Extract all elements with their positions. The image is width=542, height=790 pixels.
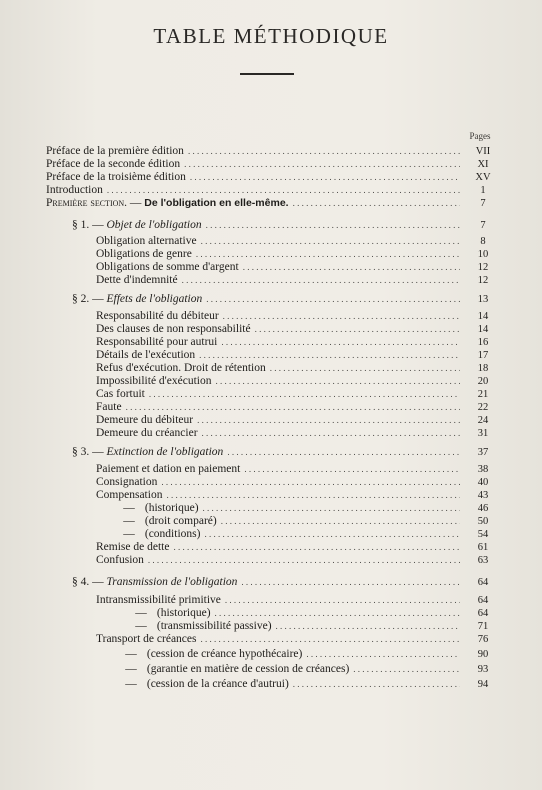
section-heading-label: Première section. — De l'obligation en elle-même. xyxy=(46,197,289,209)
leader-dots xyxy=(182,274,460,287)
subsection-heading[interactable] xyxy=(72,219,502,232)
toc-entry-page: 16 xyxy=(477,337,489,348)
toc-entry[interactable] xyxy=(96,489,502,502)
toc-entry-page: VII xyxy=(475,146,491,157)
toc-entry-page: 20 xyxy=(477,376,489,387)
toc-entry-label: — (droit comparé) xyxy=(116,515,217,528)
toc-entry-page: 93 xyxy=(477,664,489,675)
leader-dots xyxy=(206,219,460,232)
ditto-dash: — xyxy=(123,515,135,527)
toc-entry-label: Impossibilité d'exécution xyxy=(96,375,212,387)
leader-dots xyxy=(202,427,460,440)
toc-entry-label: — (conditions) xyxy=(116,528,200,541)
leader-dots xyxy=(276,620,460,633)
toc-entry-page: 18 xyxy=(477,363,489,374)
leader-dots xyxy=(173,541,460,554)
leader-dots xyxy=(196,248,460,261)
toc-entry-label: Préface de la seconde édition xyxy=(46,158,181,170)
subsection-heading-label: § 2. — Effets de l'obligation xyxy=(72,293,203,305)
toc-entry-page: 12 xyxy=(477,262,489,273)
toc-entry-page: 7 xyxy=(480,198,486,209)
toc-entry-label: Compensation xyxy=(96,489,163,501)
toc-entry-label: — (garantie en matière de cession de créances) xyxy=(118,663,349,676)
leader-dots xyxy=(148,554,460,567)
leader-dots xyxy=(221,336,460,349)
toc-entry[interactable] xyxy=(96,261,502,274)
toc-entry-label: — (historique) xyxy=(116,502,199,515)
leader-dots xyxy=(270,362,460,375)
toc-entry-page: XI xyxy=(477,159,489,170)
toc-entry-page: 24 xyxy=(477,415,489,426)
toc-entry-label: Introduction xyxy=(46,184,103,196)
toc-entry-label: Cas fortuit xyxy=(96,388,145,400)
toc-entry[interactable] xyxy=(116,515,502,528)
leader-dots xyxy=(107,184,460,197)
toc-entry-page: 64 xyxy=(477,577,489,588)
leader-dots xyxy=(161,476,460,489)
toc-entry-page: 21 xyxy=(477,389,489,400)
toc-entry[interactable] xyxy=(118,648,502,661)
toc-entry-label: Préface de la troisième édition xyxy=(46,171,186,183)
leader-dots xyxy=(197,414,460,427)
leader-dots xyxy=(221,515,460,528)
leader-dots xyxy=(201,633,461,646)
toc-entry-label: Refus d'exécution. Droit de rétention xyxy=(96,362,266,374)
leader-dots xyxy=(215,607,460,620)
toc-entry[interactable] xyxy=(96,336,502,349)
ditto-dash: — xyxy=(123,528,135,540)
title-rule xyxy=(240,73,294,75)
ditto-dash: — xyxy=(135,620,147,632)
toc-entry-label: Consignation xyxy=(96,476,158,488)
toc-entry-label: Demeure du créancier xyxy=(96,427,198,439)
toc-entry[interactable] xyxy=(46,171,502,184)
toc-entry[interactable] xyxy=(96,362,502,375)
toc-entry[interactable] xyxy=(46,184,502,197)
toc-entry[interactable] xyxy=(96,541,502,554)
toc-entry-page: 31 xyxy=(477,428,489,439)
leader-dots xyxy=(255,323,460,336)
subsection-heading[interactable] xyxy=(72,293,502,306)
leader-dots xyxy=(190,171,460,184)
toc-entry-label: Détails de l'exécution xyxy=(96,349,196,361)
leader-dots xyxy=(184,158,460,171)
toc-entry-page: 64 xyxy=(477,608,489,619)
toc-entry-page: 50 xyxy=(477,516,489,527)
section-heading[interactable] xyxy=(46,197,502,210)
toc-entry-page: 37 xyxy=(477,447,489,458)
toc-entry-label: Obligations de somme d'argent xyxy=(96,261,239,273)
toc-entry-label: Confusion xyxy=(96,554,144,566)
leader-dots xyxy=(227,446,460,459)
subsection-heading[interactable] xyxy=(72,576,502,589)
toc-entry[interactable] xyxy=(96,414,502,427)
toc-entry-label: — (transmissibilité passive) xyxy=(128,620,272,633)
toc-entry-label: Dette d'indemnité xyxy=(96,274,178,286)
leader-dots xyxy=(215,375,460,388)
leader-dots xyxy=(243,261,460,274)
toc-entry[interactable] xyxy=(118,678,502,691)
toc-entry-label: — (cession de la créance d'autrui) xyxy=(118,678,289,691)
toc-entry-label: Obligation alternative xyxy=(96,235,197,247)
toc-entry-label: Faute xyxy=(96,401,122,413)
leader-dots xyxy=(244,463,460,476)
toc-entry[interactable] xyxy=(96,310,502,323)
toc-entry[interactable] xyxy=(116,502,502,515)
ditto-dash: — xyxy=(125,663,137,675)
toc-entry-label: Obligations de genre xyxy=(96,248,192,260)
ditto-dash: — xyxy=(125,678,137,690)
leader-dots xyxy=(293,678,460,691)
leader-dots xyxy=(241,576,460,589)
page-title: TABLE MÉTHODIQUE xyxy=(153,24,389,48)
toc-entry-page: 13 xyxy=(477,294,489,305)
toc-entry[interactable] xyxy=(128,607,502,620)
toc-entry-page: 54 xyxy=(477,529,489,540)
leader-dots xyxy=(203,502,460,515)
ditto-dash: — xyxy=(135,607,147,619)
toc-entry[interactable] xyxy=(96,274,502,287)
toc-entry-label: — (historique) xyxy=(128,607,211,620)
ditto-dash: — xyxy=(125,648,137,660)
toc-entry[interactable] xyxy=(46,158,502,171)
toc-entry-page: 90 xyxy=(477,649,489,660)
toc-entry[interactable] xyxy=(46,145,502,158)
toc-entry[interactable] xyxy=(96,323,502,336)
toc-entry-label: Responsabilité pour autrui xyxy=(96,336,218,348)
toc-entry-page: 71 xyxy=(477,621,489,632)
toc-entry-page: 40 xyxy=(477,477,489,488)
toc-entry[interactable] xyxy=(96,427,502,440)
toc-entry[interactable] xyxy=(116,528,502,541)
toc-entry-label: Transport de créances xyxy=(96,633,197,645)
toc-entry[interactable] xyxy=(118,663,502,676)
toc-entry-page: 38 xyxy=(477,464,489,475)
subsection-heading[interactable] xyxy=(72,446,502,459)
subsection-heading-label: § 1. — Objet de l'obligation xyxy=(72,219,202,231)
toc-entry-page: 14 xyxy=(477,311,489,322)
toc-entry-page: 46 xyxy=(477,503,489,514)
toc-entry-label: Paiement et dation en paiement xyxy=(96,463,241,475)
toc-entry-label: Préface de la première édition xyxy=(46,145,184,157)
toc-entry-page: 63 xyxy=(477,555,489,566)
leader-dots xyxy=(353,663,460,676)
toc-entry-page: 8 xyxy=(480,236,486,247)
toc-entry[interactable] xyxy=(96,401,502,414)
toc-entry-label: — (cession de créance hypothécaire) xyxy=(118,648,302,661)
toc-entry-page: 7 xyxy=(480,220,486,231)
leader-dots xyxy=(223,310,460,323)
subsection-heading-label: § 4. — Transmission de l'obligation xyxy=(72,576,238,588)
leader-dots xyxy=(166,489,460,502)
toc-entry-page: 12 xyxy=(477,275,489,286)
toc-entry[interactable] xyxy=(96,375,502,388)
toc-entry-page: 10 xyxy=(477,249,489,260)
pages-column-header: Pages xyxy=(469,131,491,141)
leader-dots xyxy=(201,235,460,248)
leader-dots xyxy=(225,594,460,607)
toc-entry[interactable] xyxy=(96,633,502,646)
toc-entry-page: 61 xyxy=(477,542,489,553)
leader-dots xyxy=(306,648,460,661)
toc-entry-page: 1 xyxy=(480,185,486,196)
leader-dots xyxy=(199,349,460,362)
toc-entry-page: XV xyxy=(475,172,491,183)
toc-entry[interactable] xyxy=(96,248,502,261)
leader-dots xyxy=(126,401,460,414)
leader-dots xyxy=(149,388,460,401)
leader-dots xyxy=(188,145,460,158)
leader-dots xyxy=(206,293,460,306)
toc-entry-page: 94 xyxy=(477,679,489,690)
ditto-dash: — xyxy=(123,502,135,514)
toc-entry-page: 64 xyxy=(477,595,489,606)
subsection-heading-label: § 3. — Extinction de l'obligation xyxy=(72,446,224,458)
toc-entry[interactable] xyxy=(96,476,502,489)
toc-entry-page: 76 xyxy=(477,634,489,645)
toc-entry[interactable] xyxy=(128,620,502,633)
toc-entry[interactable] xyxy=(96,349,502,362)
toc-entry-label: Demeure du débiteur xyxy=(96,414,194,426)
toc-entry-page: 22 xyxy=(477,402,489,413)
toc-entry-page: 17 xyxy=(477,350,489,361)
toc-entry[interactable] xyxy=(96,594,502,607)
leader-dots xyxy=(204,528,460,541)
toc-entry[interactable] xyxy=(96,388,502,401)
leader-dots xyxy=(293,197,460,210)
toc-entry[interactable] xyxy=(96,463,502,476)
toc-entry-label: Remise de dette xyxy=(96,541,170,553)
toc-entry[interactable] xyxy=(96,235,502,248)
toc-entry-label: Responsabilité du débiteur xyxy=(96,310,219,322)
toc-entry-page: 43 xyxy=(477,490,489,501)
toc-entry-label: Des clauses de non responsabilité xyxy=(96,323,251,335)
toc-entry-label: Intransmissibilité primitive xyxy=(96,594,221,606)
toc-entry-page: 14 xyxy=(477,324,489,335)
toc-entry[interactable] xyxy=(96,554,502,567)
